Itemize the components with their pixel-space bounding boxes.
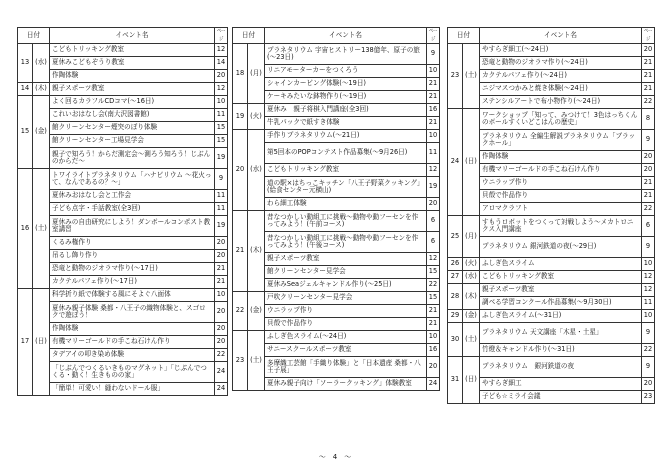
event-row (18, 302, 228, 323)
weekday: (日) (463, 109, 480, 216)
weekday: (火) (248, 104, 265, 130)
event-row (448, 310, 655, 323)
day-number: 23 (448, 44, 463, 109)
header-date: 日付 (448, 28, 480, 44)
event-row (448, 378, 655, 391)
event-name: 子ども☆ミライ会議 (480, 391, 642, 404)
event-row (233, 305, 440, 318)
event-page: 20 (215, 336, 228, 349)
event-name: やすらぎ細工(～24日) (480, 44, 642, 57)
event-page: 6 (427, 232, 440, 253)
event-page: 11 (215, 190, 228, 203)
event-row (233, 318, 440, 331)
event-name: 「じぶんでつくるいきものマグネット」「じぶんでつくる・動く！生きものの家」 (50, 362, 215, 383)
event-row (233, 292, 440, 305)
event-row (18, 237, 228, 250)
day-number: 14 (18, 83, 33, 96)
day-number: 23 (233, 331, 248, 391)
event-row (448, 44, 655, 57)
event-row (18, 83, 228, 96)
event-row (18, 383, 228, 396)
day-number: 17 (18, 289, 33, 396)
event-name: プラネタリウム 全編生解説プラネタリウム「ブラックホール」 (480, 130, 642, 151)
event-page: 9 (642, 130, 655, 151)
day-number: 31 (448, 357, 463, 404)
event-row (18, 349, 228, 362)
event-page: 16 (427, 344, 440, 357)
event-row (448, 391, 655, 404)
event-row (233, 91, 440, 104)
event-row (18, 70, 228, 83)
event-name: 夏休みおはなし会と工作会 (50, 190, 215, 203)
event-row (448, 284, 655, 297)
event-page: 20 (215, 250, 228, 263)
event-name: プラネタリウム 宇宙ヒストリー138億年、原子の旅(～23日) (265, 44, 427, 65)
weekday: (木) (248, 211, 265, 292)
event-page: 21 (642, 177, 655, 190)
event-name: これいおはなし会(南大沢図書館) (50, 109, 215, 122)
event-name: 館クリーンセンター煙突のぼり体験 (50, 122, 215, 135)
event-name: 昔なつかしい動組工に挑戦～動物や動フーセンを作ってみよう！(午前コース) (265, 211, 427, 232)
day-number: 26 (448, 258, 463, 271)
event-name: 館クリーンセンター見学会 (265, 266, 427, 279)
event-name: 親子スポーツ教室 (50, 83, 215, 96)
event-page: 22 (642, 344, 655, 357)
event-page: 9 (642, 357, 655, 378)
event-name: 子ども点字・手話教室(全3回) (50, 203, 215, 216)
weekday: (水) (248, 130, 265, 211)
event-name: 恐竜と動物のジオラマ作り(～17日) (50, 263, 215, 276)
event-page: 21 (427, 91, 440, 104)
day-number: 22 (233, 292, 248, 331)
event-name: ふしぎ色スライム(～24日) (265, 331, 427, 344)
weekday: (水) (463, 271, 480, 284)
event-row (448, 271, 655, 284)
event-row (233, 130, 440, 143)
event-page: 11 (215, 109, 228, 122)
schedule-column-1 (17, 27, 228, 396)
event-row (448, 109, 655, 130)
event-page: 21 (642, 57, 655, 70)
event-page: 21 (642, 190, 655, 203)
event-row (233, 143, 440, 164)
event-row (18, 122, 228, 135)
event-name: 夏休みの自由研究にしよう！ダンボールコンポスト教室講習 (50, 216, 215, 237)
event-page: 6 (427, 211, 440, 232)
event-name: プラネタリウム 天文講座「木星・土星」 (480, 323, 642, 344)
day-number: 24 (448, 109, 463, 216)
event-row (448, 130, 655, 151)
event-page: 20 (427, 198, 440, 211)
event-name: ふしぎ色スライム(～31日) (480, 310, 642, 323)
event-name: 作陶体験 (50, 323, 215, 336)
event-row (233, 331, 440, 344)
event-page: 15 (427, 292, 440, 305)
day-number: 15 (18, 96, 33, 169)
event-row (18, 109, 228, 122)
event-row (18, 289, 228, 302)
event-name: トワイライトプラネタリウム「ハナビリウム ～花火って、なんであるの？～」 (50, 169, 215, 190)
weekday: (金) (463, 310, 480, 323)
header-page: ページ (427, 28, 440, 44)
event-name: 作陶体験 (50, 70, 215, 83)
weekday: (金) (248, 292, 265, 331)
event-name: 館クリーンセンター工場見学会 (50, 135, 215, 148)
event-row (448, 237, 655, 258)
event-page: 20 (215, 302, 228, 323)
event-name: 牛乳パックで紙すき体験 (265, 117, 427, 130)
event-page: 20 (642, 44, 655, 57)
event-page: 12 (642, 271, 655, 284)
header-event: イベント名 (50, 28, 215, 44)
event-name: 貝殻で作品作り (480, 190, 642, 203)
event-name: 手作りプラネタリウム(～21日) (265, 130, 427, 143)
event-page: 21 (215, 276, 228, 289)
event-row (18, 57, 228, 70)
event-page: 24 (215, 383, 228, 396)
event-page: 15 (215, 135, 228, 148)
event-row (448, 164, 655, 177)
event-row (233, 232, 440, 253)
event-name: サニースクールスポーツ教室 (265, 344, 427, 357)
event-page: 21 (642, 70, 655, 83)
event-row (18, 44, 228, 57)
event-page: 9 (427, 44, 440, 65)
event-page: 12 (427, 164, 440, 177)
weekday: (日) (463, 357, 480, 404)
event-page: 24 (215, 362, 228, 383)
event-name: 恐竜と動物のジオラマ作り(～24日) (480, 57, 642, 70)
event-row (448, 190, 655, 203)
event-name: すもうロボットをつくって対戦しよう～メカトロニクス入門講座 (480, 216, 642, 237)
schedule-column-3 (447, 27, 655, 404)
event-row (233, 253, 440, 266)
event-row (18, 336, 228, 349)
event-row (448, 70, 655, 83)
event-row (448, 323, 655, 344)
event-page: 21 (215, 263, 228, 276)
event-row (18, 250, 228, 263)
event-page: 21 (427, 318, 440, 331)
schedule-table (17, 27, 228, 396)
event-page: 9 (642, 323, 655, 344)
weekday: (土) (463, 323, 480, 357)
schedule-table (232, 27, 440, 391)
event-row (233, 164, 440, 177)
event-page: 20 (215, 70, 228, 83)
event-name: よく回るカラフルCDコマ(～16日) (50, 96, 215, 109)
event-row (233, 279, 440, 292)
event-row (18, 323, 228, 336)
event-row (18, 263, 228, 276)
event-page: 12 (642, 284, 655, 297)
event-page: 21 (642, 83, 655, 96)
event-page: 22 (215, 349, 228, 362)
event-row (233, 344, 440, 357)
event-page: 20 (215, 323, 228, 336)
day-number: 18 (233, 44, 248, 104)
weekday: (月) (463, 216, 480, 258)
event-row (233, 357, 440, 378)
event-page: 20 (642, 164, 655, 177)
event-name: 夏休み 親子将棋入門講座(全3回) (265, 104, 427, 117)
event-name: 作陶体験 (480, 151, 642, 164)
event-page: 16 (427, 104, 440, 117)
event-page: 10 (215, 96, 228, 109)
weekday: (土) (33, 169, 50, 289)
event-page: 10 (642, 258, 655, 271)
event-row (18, 135, 228, 148)
event-row (448, 83, 655, 96)
header-event: イベント名 (480, 28, 642, 44)
event-row (233, 104, 440, 117)
event-page: 14 (215, 57, 228, 70)
event-name: こどもトリッキング教室 (50, 44, 215, 57)
event-row (233, 65, 440, 78)
event-name: 貝殻で作品作り (265, 318, 427, 331)
day-number: 25 (448, 216, 463, 258)
event-page: 10 (427, 130, 440, 143)
event-page: 22 (642, 96, 655, 109)
weekday: (日) (33, 289, 50, 396)
event-name: ウニラップ作り (480, 177, 642, 190)
event-page: 12 (427, 253, 440, 266)
event-name: 親子で知ろう！からだ測定会～測ろう知ろう！じぶんのからだ～ (50, 148, 215, 169)
event-name: ニジマスつかみと焼き体験(～24日) (480, 83, 642, 96)
event-page: 15 (215, 122, 228, 135)
header-date: 日付 (233, 28, 265, 44)
event-page: 22 (427, 279, 440, 292)
event-page: 10 (642, 310, 655, 323)
event-row (448, 57, 655, 70)
event-name: タデアイの叩き染め体験 (50, 349, 215, 362)
weekday: (土) (248, 331, 265, 391)
day-number: 20 (233, 130, 248, 211)
event-row (233, 44, 440, 65)
event-page: 19 (215, 216, 228, 237)
schedule-table (447, 27, 655, 404)
event-row (233, 117, 440, 130)
event-row (448, 96, 655, 109)
event-name: 科学折り紙で体験する風にそよぐ八面体 (50, 289, 215, 302)
event-name: 親子スポーツ教室 (480, 284, 642, 297)
event-name: 有機マリーゴールドの手こね石けん作り (50, 336, 215, 349)
event-name: ワークショップ「知って、みつけて！3色はっちくんのボールすくいどこはんの歴史」 (480, 109, 642, 130)
event-name: わら細工体験 (265, 198, 427, 211)
event-name: 夏休みこどもぞうり教室 (50, 57, 215, 70)
event-page: 9 (642, 237, 655, 258)
event-name: プラネタリウム 銀河鉄道の夜(～29日) (480, 237, 642, 258)
event-page: 15 (427, 266, 440, 279)
event-page: 6 (642, 216, 655, 237)
event-page: 9 (215, 169, 228, 190)
event-name: 「簡単！可愛い！縫わないドール服」 (50, 383, 215, 396)
event-row (448, 203, 655, 216)
event-name: 親子スポーツ教室 (265, 253, 427, 266)
event-page: 10 (215, 289, 228, 302)
event-row (18, 362, 228, 383)
event-row (233, 177, 440, 198)
event-name: こどもトリッキング教室 (480, 271, 642, 284)
day-number: 27 (448, 271, 463, 284)
header-page: ページ (215, 28, 228, 44)
event-row (18, 276, 228, 289)
event-name: 夏休み親子体験 桑都・八王子の織物体験と、スゴロクで遊ぼう！ (50, 302, 215, 323)
event-row (18, 203, 228, 216)
day-number: 21 (233, 211, 248, 292)
event-name: 道の駅×はちっこキッチン「八王子野菜クッキング」(給食センター元横山) (265, 177, 427, 198)
event-name: ステンシルアートで布小物作り(～24日) (480, 96, 642, 109)
event-name: 夏休みSeaジェルキャンドル作り(～25日) (265, 279, 427, 292)
event-name: 吊るし飾り作り (50, 250, 215, 263)
header-page: ページ (642, 28, 655, 44)
event-row (448, 297, 655, 310)
event-name: 夏休み親子向け「ソーラークッキング」体験教室 (265, 378, 427, 391)
weekday: (土) (463, 44, 480, 109)
event-row (448, 344, 655, 357)
event-name: シャインカービング体験(～19日) (265, 78, 427, 91)
event-row (448, 357, 655, 378)
event-page: 20 (642, 151, 655, 164)
weekday: (火) (463, 258, 480, 271)
day-number: 13 (18, 44, 33, 83)
weekday: (木) (463, 284, 480, 310)
event-name: ふしぎ色スライム (480, 258, 642, 271)
event-page: 12 (215, 83, 228, 96)
weekday: (月) (248, 44, 265, 104)
event-row (18, 216, 228, 237)
event-row (18, 169, 228, 190)
weekday: (水) (33, 44, 50, 83)
event-name: ケーキみたいな鉢物作り(～19日) (265, 91, 427, 104)
event-name: くるみ権作り (50, 237, 215, 250)
event-name: こどもトリッキング教室 (265, 164, 427, 177)
event-page: 12 (215, 44, 228, 57)
event-name: 竹燈＆キャンドル作り(～31日) (480, 344, 642, 357)
event-page: 10 (427, 65, 440, 78)
weekday: (木) (33, 83, 50, 96)
day-number: 29 (448, 310, 463, 323)
header-event: イベント名 (265, 28, 427, 44)
event-page: 20 (642, 378, 655, 391)
event-page: 8 (642, 109, 655, 130)
event-row (233, 378, 440, 391)
event-page: 20 (427, 357, 440, 378)
event-name: 昔なつかしい動組工に挑戦～動物や動フーセンを作ってみよう！(午後コース) (265, 232, 427, 253)
event-name: プラネタリウム 銀河鉄道の夜 (480, 357, 642, 378)
event-name: 調べる学習コンクール作品募集(～9月30日) (480, 297, 642, 310)
event-row (233, 266, 440, 279)
event-name: 第5回本のPOPコンテスト作品募集(～9月26日) (265, 143, 427, 164)
event-page: 20 (215, 237, 228, 250)
schedule-column-2 (232, 27, 440, 391)
event-page: 11 (642, 297, 655, 310)
event-row (233, 211, 440, 232)
event-page: 21 (427, 305, 440, 318)
event-page: 11 (215, 203, 228, 216)
event-page: 10 (427, 331, 440, 344)
event-row (448, 177, 655, 190)
event-row (18, 148, 228, 169)
event-row (18, 96, 228, 109)
weekday: (金) (33, 96, 50, 169)
event-name: 有機マリーゴールドの手こね石けん作り (480, 164, 642, 177)
event-name: アロマクラフト (480, 203, 642, 216)
header-date: 日付 (18, 28, 50, 44)
page-number: ～ 4 ～ (318, 453, 352, 461)
event-page: 22 (642, 203, 655, 216)
event-page: 21 (427, 78, 440, 91)
day-number: 19 (233, 104, 248, 130)
event-name: リニアモーターカーをつくろう (265, 65, 427, 78)
event-name: ウニラップ作り (265, 305, 427, 318)
event-name: やすらぎ細工 (480, 378, 642, 391)
event-name: カクテルパフェ作り(～24日) (480, 70, 642, 83)
day-number: 30 (448, 323, 463, 357)
event-name: カクテルパフェ作り(～17日) (50, 276, 215, 289)
event-row (233, 198, 440, 211)
event-name: 戸吹クリーンセンター見学会 (265, 292, 427, 305)
event-row (233, 78, 440, 91)
event-page: 21 (427, 117, 440, 130)
event-page: 23 (642, 391, 655, 404)
event-page: 24 (427, 378, 440, 391)
day-number: 28 (448, 284, 463, 310)
day-number: 16 (18, 169, 33, 289)
event-row (448, 151, 655, 164)
event-page: 19 (427, 177, 440, 198)
event-name: 多摩織工芸館「手織り体験」と「日本遺産 桑都・八王子展」 (265, 357, 427, 378)
event-page: 19 (215, 148, 228, 169)
event-row (18, 190, 228, 203)
event-row (448, 216, 655, 237)
event-row (448, 258, 655, 271)
event-page: 11 (427, 143, 440, 164)
